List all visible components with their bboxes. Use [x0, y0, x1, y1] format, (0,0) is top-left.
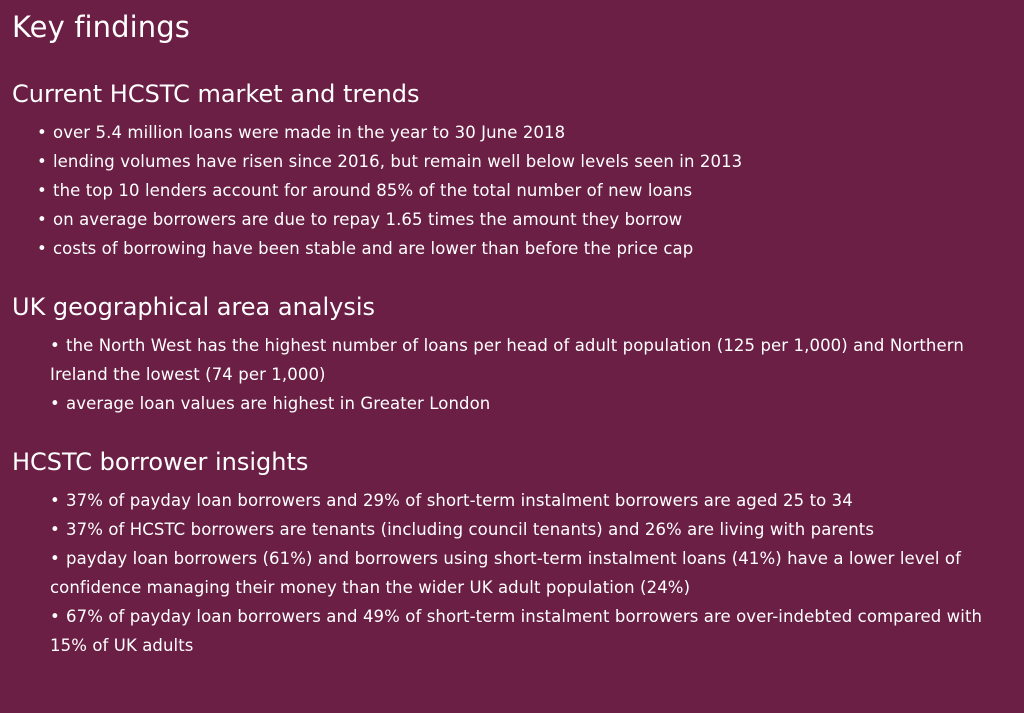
list-item-text: 37% of payday loan borrowers and 29% of short-term instalment borrowers are aged 25 to 34 [66, 491, 853, 510]
bullet-icon: • [50, 549, 60, 568]
bullet-list [12, 486, 1012, 660]
bullet-icon: • [50, 607, 60, 626]
section-market-trends [12, 78, 1012, 263]
key-findings-panel [12, 8, 1012, 660]
list-item-text: over 5.4 million loans were made in the year to 30 June 2018 [53, 123, 566, 142]
list-item [12, 176, 1012, 205]
list-item [12, 515, 1012, 544]
bullet-icon: • [50, 394, 60, 413]
list-item [12, 118, 1012, 147]
list-item [12, 486, 1012, 515]
list-item [12, 389, 1012, 418]
list-item [12, 234, 1012, 263]
list-item [12, 544, 1012, 602]
bullet-icon: • [50, 491, 60, 510]
list-item-text: lending volumes have risen since 2016, but remain well below levels seen in 2013 [53, 152, 743, 171]
list-item-text: the North West has the highest number of loans per head of adult population (125 per 1,000) and Northern Ireland the lowest (74 per 1,000) [50, 336, 964, 384]
list-item-text: costs of borrowing have been stable and are lower than before the price cap [53, 239, 694, 258]
bullet-list [12, 118, 1012, 263]
list-item [12, 205, 1012, 234]
list-item-text: 37% of HCSTC borrowers are tenants (including council tenants) and 26% are living with parents [66, 520, 875, 539]
section-heading: UK geographical area analysis [12, 293, 376, 321]
bullet-icon: • [37, 123, 47, 142]
bullet-icon: • [37, 181, 47, 200]
page-title: Key findings [12, 10, 191, 44]
section-heading: HCSTC borrower insights [12, 448, 309, 476]
list-item-text: on average borrowers are due to repay 1.65 times the amount they borrow [53, 210, 683, 229]
bullet-icon: • [50, 336, 60, 355]
bullet-icon: • [37, 239, 47, 258]
section-borrower-insights [12, 446, 1012, 660]
bullet-icon: • [37, 210, 47, 229]
list-item-text: the top 10 lenders account for around 85% of the total number of new loans [53, 181, 693, 200]
bullet-icon: • [37, 152, 47, 171]
list-item [12, 147, 1012, 176]
list-item [12, 602, 1012, 660]
section-heading: Current HCSTC market and trends [12, 80, 420, 108]
list-item-text: average loan values are highest in Greater London [66, 394, 491, 413]
list-item-text: payday loan borrowers (61%) and borrowers using short-term instalment loans (41%) have a lower level of confidence managing their money than the wider UK adult population (24%) [50, 549, 962, 597]
section-geographical-analysis [12, 291, 1012, 418]
bullet-list [12, 331, 1012, 418]
list-item [12, 331, 1012, 389]
list-item-text: 67% of payday loan borrowers and 49% of short-term instalment borrowers are over-indebted compared with 15% of UK adults [50, 607, 983, 655]
bullet-icon: • [50, 520, 60, 539]
